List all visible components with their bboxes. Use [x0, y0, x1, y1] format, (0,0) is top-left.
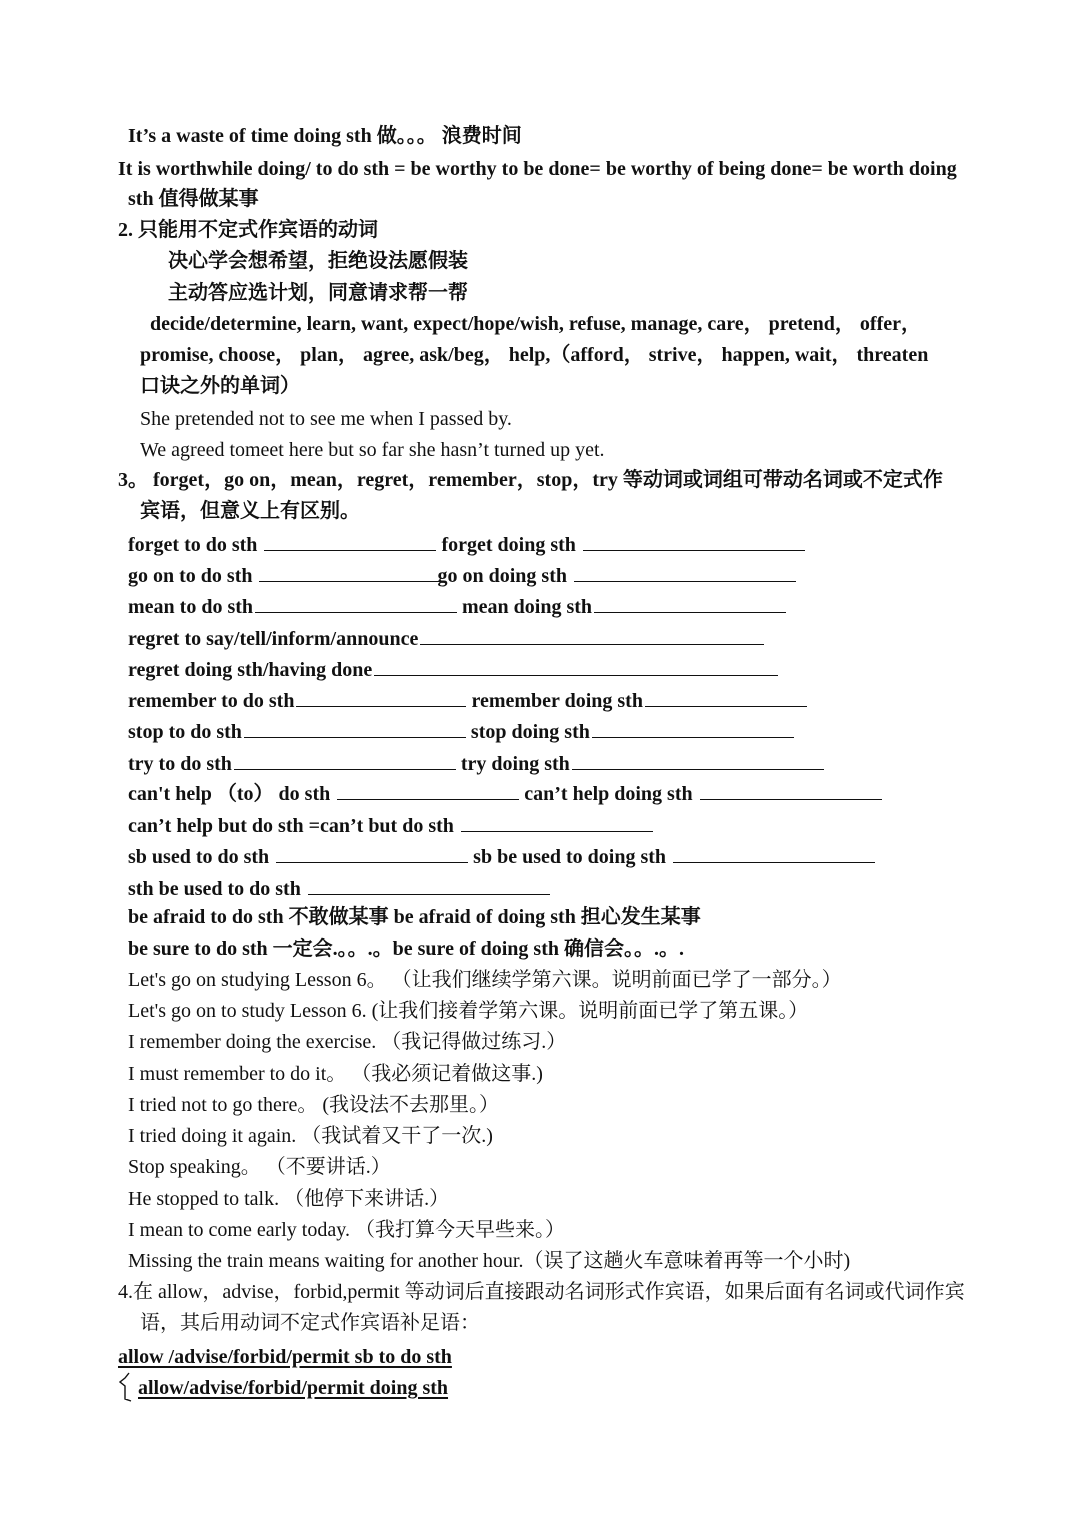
section-3-heading: 3。 forget，go on，mean，regret，remember，stop，try 等动词或词组可带动名词或不定式作: [118, 469, 943, 491]
worthwhile-line-cont: sth 值得做某事: [128, 188, 259, 210]
answer-blank[interactable]: [574, 563, 796, 582]
pair-row: [128, 813, 653, 838]
section-4-heading-cont: 语，其后用动词不定式作宾语补足语：: [140, 1312, 480, 1334]
pair-row: [128, 657, 778, 682]
pair-a: stop to do sth: [128, 721, 242, 743]
rhyme-line-2: 主动答应选计划，同意请求帮一帮: [168, 282, 468, 304]
answer-blank[interactable]: [572, 751, 824, 770]
pair-b: try doing sth: [460, 753, 570, 775]
example-pretend: She pretended not to see me when I passed by.: [140, 408, 512, 430]
pair-row: [128, 781, 882, 806]
answer-blank[interactable]: [244, 719, 466, 738]
pair-a: forget to do sth: [128, 534, 258, 556]
afraid-line: be afraid to do sth 不敢做某事 be afraid of doing sth 担心发生某事: [128, 906, 701, 928]
pair-b: go on doing sth: [437, 565, 567, 587]
answer-blank[interactable]: [700, 781, 882, 800]
example-sentence: I mean to come early today. （我打算今天早些来。）: [128, 1219, 565, 1241]
pair-a: try to do sth: [128, 753, 232, 775]
example-sentence: He stopped to talk. （他停下来讲话.）: [128, 1188, 450, 1210]
sure-line: be sure to do sth 一定会.。。.。be sure of doing sth 确信会。。.。.: [128, 938, 684, 960]
pair-row: [128, 563, 796, 588]
example-sentence: Let's go on studying Lesson 6。 （让我们继续学第六课。说明前面已学了一部分。）: [128, 969, 842, 991]
waste-of-time-line: It’s a waste of time doing sth 做。。。 浪费时间: [128, 125, 522, 147]
answer-blank[interactable]: [276, 844, 468, 863]
pair-a: regret doing sth/having done: [128, 659, 373, 681]
brace-mark: [119, 1372, 133, 1402]
pair-b: can’t help doing sth: [524, 783, 693, 805]
pair-a: remember to do sth: [128, 690, 295, 712]
pair-a: regret to say/tell/inform/announce: [128, 628, 419, 650]
section-3-heading-cont: 宾语，但意义上有区别。: [140, 500, 360, 522]
answer-blank[interactable]: [264, 532, 436, 551]
answer-blank[interactable]: [594, 594, 786, 613]
answer-blank[interactable]: [645, 688, 807, 707]
example-sentence: I tried not to go there。 (我设法不去那里。）: [128, 1094, 500, 1116]
pair-a: sth be used to do sth: [128, 878, 301, 900]
pair-row: [128, 688, 807, 713]
pair-row: [128, 876, 550, 901]
pair-row: [128, 594, 786, 619]
pattern-doing: allow/advise/forbid/permit doing sth: [138, 1377, 449, 1399]
example-sentence: I must remember to do it。 （我必须记着做这事.): [128, 1063, 543, 1085]
section-2-heading: 2. 只能用不定式作宾语的动词: [118, 219, 378, 241]
example-sentence: I remember doing the exercise. （我记得做过练习.）: [128, 1031, 567, 1053]
answer-blank[interactable]: [673, 844, 875, 863]
answer-blank[interactable]: [255, 594, 457, 613]
verb-list-3: 口诀之外的单词）: [140, 375, 300, 397]
pair-row: [128, 751, 824, 776]
pair-b: remember doing sth: [471, 690, 643, 712]
answer-blank[interactable]: [420, 626, 764, 645]
answer-blank[interactable]: [583, 532, 805, 551]
pair-b: forget doing sth: [441, 534, 576, 556]
pair-a: mean to do sth: [128, 596, 254, 618]
pair-b: mean doing sth: [462, 596, 593, 618]
rhyme-line-1: 决心学会想希望，拒绝设法愿假装: [168, 250, 468, 272]
answer-blank[interactable]: [234, 751, 456, 770]
example-sentence: Let's go on to study Lesson 6. (让我们接着学第六课。说明前面已学了第五课。）: [128, 1000, 809, 1022]
answer-blank[interactable]: [296, 688, 466, 707]
pair-row: [128, 844, 875, 869]
answer-blank[interactable]: [592, 719, 794, 738]
answer-blank[interactable]: [374, 657, 778, 676]
pair-b: stop doing sth: [470, 721, 590, 743]
section-4-heading: 4.在 allow，advise，forbid,permit 等动词后直接跟动名词形式作宾语，如果后面有名词或代词作宾: [118, 1281, 965, 1303]
pair-b: sb be used to doing sth: [473, 846, 667, 868]
answer-blank[interactable]: [461, 813, 653, 832]
answer-blank[interactable]: [308, 876, 550, 895]
verb-list-1: decide/determine, learn, want, expect/hope/wish, refuse, manage, care， pretend， offer，: [150, 313, 921, 335]
example-sentence: Stop speaking。 （不要讲话.）: [128, 1156, 391, 1178]
pair-a: go on to do sth: [128, 565, 253, 587]
example-sentence: Missing the train means waiting for another hour.（误了这趟火车意味着再等一个小时): [128, 1250, 851, 1272]
answer-blank[interactable]: [337, 781, 519, 800]
pair-row: [128, 719, 794, 744]
example-sentence: I tried doing it again. （我试着又干了一次.): [128, 1125, 493, 1147]
verb-list-2: promise, choose， plan， agree, ask/beg， help,（afford， strive， happen, wait， threaten: [140, 344, 929, 366]
worthwhile-line: It is worthwhile doing/ to do sth = be worthy to be done= be worthy of being done= be worth doing: [118, 158, 957, 180]
pattern-sb-to-do: allow /advise/forbid/permit sb to do sth: [118, 1346, 452, 1368]
answer-blank[interactable]: [259, 563, 439, 582]
example-agree: We agreed tomeet here but so far she hasn’t turned up yet.: [140, 439, 605, 461]
pair-a: can’t help but do sth =can’t but do sth: [128, 815, 454, 837]
pair-row: [128, 532, 805, 557]
pair-row: [128, 626, 764, 651]
pair-a: sb used to do sth: [128, 846, 270, 868]
pair-a: can't help （to） do sth: [128, 783, 331, 805]
